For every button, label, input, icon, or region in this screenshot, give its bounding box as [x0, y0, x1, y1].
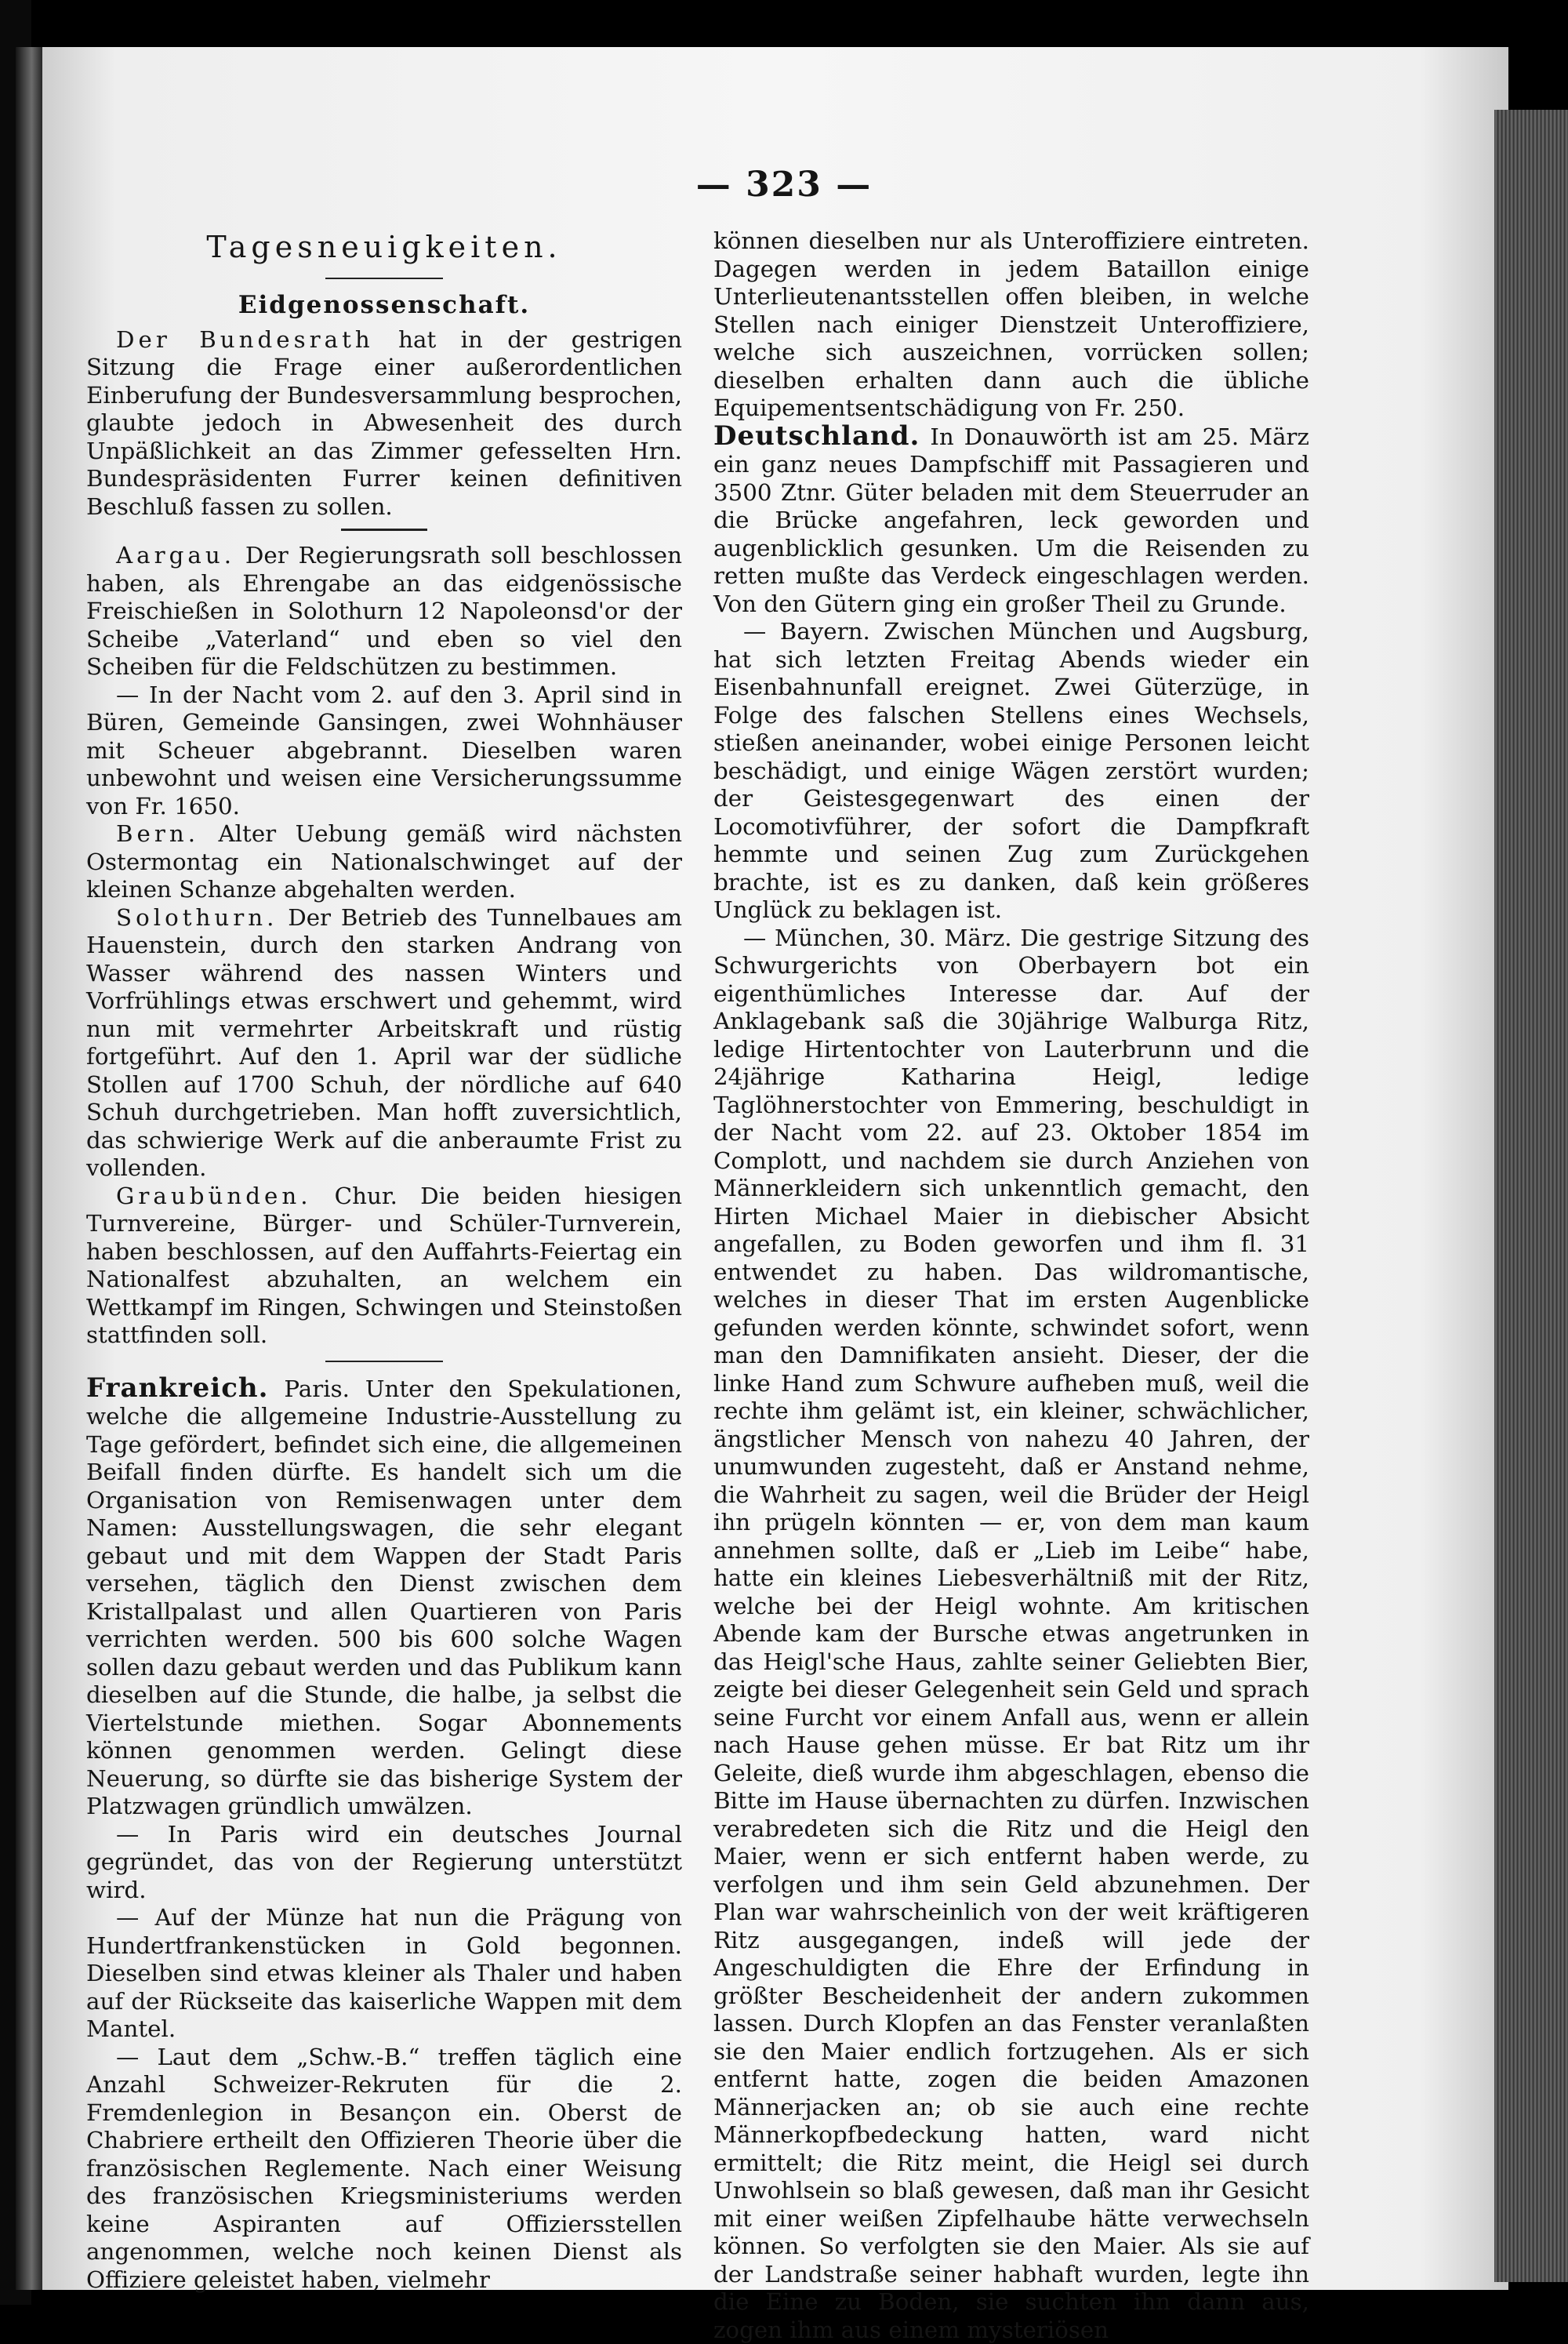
- divider: [325, 1361, 443, 1362]
- book-spine: [16, 47, 42, 2290]
- paragraph-lead: Aargau.: [116, 542, 235, 569]
- aargau-paragraph: Aargau. Der Regierungsrath soll beschlossen haben, als Ehrengabe an das eidgenössische Freischießen in Solothurn 12 Napoleonsd'or der Scheibe „Vaterland“ und eben so viel den Scheiben für die Feldschützen zu bestimmen.: [86, 542, 682, 681]
- solothurn-paragraph: Solothurn. Der Betrieb des Tunnelbaues am Hauenstein, durch den starken Andrang von Wasser während des nassen Winters und Vorfrühlings etwas erschwert und gehemmt, wird nun mit vermehrter Arbeitskraft und rüstig fortgeführt. Auf den 1. April war der südliche Stollen auf 1700 Schuh, der nördliche auf 640 Schuh durchgetrieben. Man hofft zuversichtlich, das schwierige Werk auf die anberaumte Frist zu vollenden.: [86, 904, 682, 1183]
- paragraph-lead: Graubünden.: [116, 1183, 312, 1209]
- left-column: [86, 227, 682, 2294]
- fremdenlegion-paragraph: — Laut dem „Schw.-B.“ treffen täglich eine Anzahl Schweizer-Rekruten für die 2. Fremdenlegion in Besançon ein. Oberst de Chabriere ertheilt den Offizieren Theorie über die französischen Reglemente. Nach einer Weisung des französischen Kriegsministeriums werden keine Aspiranten auf Offiziersstellen angenommen, welche noch keinen Dienst als Offiziere geleistet haben, vielmehr: [86, 2044, 682, 2295]
- deutschland-heading: Deutschland.: [713, 420, 920, 452]
- section-title: Tagesneuigkeiten.: [86, 227, 682, 267]
- deutschland-paragraph: Deutschland. In Donauwörth ist am 25. März ein ganz neues Dampfschiff mit Passagieren und 3500 Ztnr. Güter beladen mit dem Steuerruder an die Brücke angefahren, leck geworden und augenblicklich gesunken. Um die Reisenden zu retten mußte das Verdeck eingeschlagen werden. Von den Gütern ging ein großer Theil zu Grunde.: [713, 423, 1309, 619]
- paris-journal-paragraph: — In Paris wird ein deutsches Journal gegründet, das von der Regierung unterstützt wird.: [86, 1821, 682, 1905]
- frankreich-heading: Frankreich.: [86, 1372, 268, 1404]
- muenze-paragraph: — Auf der Münze hat nun die Prägung von Hundertfrankenstücken in Gold begonnen. Dieselben sind etwas kleiner als Thaler und haben auf der Rückseite das kaiserliche Wappen mit dem Mantel.: [86, 1904, 682, 2044]
- paragraph-lead: Solothurn.: [116, 904, 278, 931]
- bundesrath-paragraph: Der Bundesrath hat in der gestrigen Sitzung die Frage einer außerordentlichen Einberufung der Bundesversammlung besprochen, glaubte jedoch in Abwesenheit des durch Unpäßlichkeit an das Zimmer gefesselten Hrn. Bundespräsidenten Furrer keinen definitiven Beschluß fassen zu sollen.: [86, 326, 682, 521]
- paragraph-lead: Der Bundesrath: [116, 326, 374, 353]
- eidgenossenschaft-heading: Eidgenossenschaft.: [86, 292, 682, 320]
- muenchen-paragraph: — München, 30. März. Die gestrige Sitzung des Schwurgerichts von Oberbayern bot ein eigenthümliches Interesse dar. Auf der Anklagebank saß die 30jährige Walburga Ritz, ledige Hirtentochter von Lauterbrunn und die 24jährige Katharina Heigl, ledige Taglöhnerstochter von Emmering, beschuldigt in der Nacht vom 22. auf 23. Oktober 1854 im Complott, und nachdem sie durch Anziehen von Männerkleidern sich unkenntlich gemacht, den Hirten Michael Maier in diebischer Absicht angefallen, zu Boden geworfen und ihm fl. 31 entwendet zu haben. Das wildromantische, welches in dieser That im ersten Augenblicke gefunden werden könnte, schwindet sofort, wenn man den Damnifikaten ansieht. Dieser, der die linke Hand zum Schwure aufheben muß, weil die rechte ihm gelämt ist, ein kleiner, schwächlicher, ängstlicher Mensch von nahezu 40 Jahren, der unumwunden zugesteht, daß er Anstand nehme, die Wahrheit zu sagen, weil die Brüder der Heigl ihn prügeln könnten — er, von dem man kaum annehmen sollte, daß er „Lieb im Leibe“ habe, hatte ein kleines Liebesverhältniß mit der Ritz, welche bei der Heigl wohnte. Am kritischen Abende kam der Bursche etwas angetrunken in das Heigl'sche Haus, zahlte seiner Geliebten Bier, zeigte bei dieser Gelegenheit sein Geld und sprach seine Furcht vor einem Anfall aus, wenn er allein nach Hause gehen müsse. Er bat Ritz um ihr Geleite, dieß wurde ihm abgeschlagen, ebenso die Bitte im Hause übernachten zu dürfen. Inzwischen verabredeten sich die Ritz und die Heigl den Maier, wenn er sich entfernt haben werde, zu verfolgen und ihm sein Geld abzunehmen. Der Plan war wahrscheinlich von der weit kräftigeren Ritz ausgegangen, indeß will jede der Angeschuldigten die Ehre der Erfindung in größter Bescheidenheit der andern zukommen lassen. Durch Klopfen an das Fenster veranlaßten sie den Maier endlich fortzugehen. Als er sich entfernt hatte, zogen die beiden Amazonen Männerjacken an; ob sie auch eine rechte Männerkopfbedeckung hatten, ward nicht ermittelt; die Ritz meint, die Heigl sei durch Unwohlsein so blaß gewesen, daß man ihr Gesicht mit einer weißen Zipfelhaube hätte verwechseln können. So verfolgten sie den Maier. Als sie auf der Landstraße seiner habhaft wurden, legte ihn die Eine zu Boden, sie suchten ihn dann aus, zogen ihm aus einem mysteriösen: [713, 925, 1309, 2344]
- graubuenden-paragraph: Graubünden. Chur. Die beiden hiesigen Turnvereine, Bürger- und Schüler-Turnverein, haben beschlossen, auf den Auffahrts-Feiertag ein Nationalfest abzuhalten, an welchem ein Wettkampf im Ringen, Schwingen und Steinstoßen stattfinden soll.: [86, 1183, 682, 1350]
- page-number: — 323 —: [635, 165, 933, 205]
- continuation-paragraph: können dieselben nur als Unteroffiziere eintreten. Dagegen werden in jedem Bataillon einige Unterlieutenantsstellen offen bleiben, in welche Stellen nach einiger Dienstzeit Unteroffiziere, welche sich auszeichnen, vorrücken sollen; dieselben erhalten dann auch die übliche Equipementsentschädigung von Fr. 250.: [713, 227, 1309, 423]
- divider: [325, 278, 443, 279]
- paragraph-lead: Bern.: [116, 820, 199, 847]
- right-column: [713, 227, 1309, 2344]
- frankreich-paragraph: Frankreich. Paris. Unter den Spekulationen, welche die allgemeine Industrie-Ausstellung zu Tage gefördert, befindet sich eine, die allgemeinen Beifall finden dürfte. Es handelt sich um die Organisation von Remisenwagen unter dem Namen: Ausstellungswagen, die sehr elegant gebaut und mit dem Wappen der Stadt Paris versehen, täglich den Dienst zwischen dem Kristallpalast und allen Quartieren von Paris verrichten werden. 500 bis 600 solche Wagen sollen dazu gebaut werden und das Publikum kann dieselben auf die Stunde, die halbe, ja selbst die Viertelstunde miethen. Sogar Abonnements können genommen werden. Gelingt diese Neuerung, so dürfte sie das bisherige System der Platzwagen gründlich umwälzen.: [86, 1375, 682, 1821]
- bueren-paragraph: — In der Nacht vom 2. auf den 3. April sind in Büren, Gemeinde Gansingen, zwei Wohnhäuser mit Scheuer abgebrannt. Dieselben waren unbewohnt und weisen eine Versicherungssumme von Fr. 1650.: [86, 681, 682, 821]
- bern-paragraph: Bern. Alter Uebung gemäß wird nächsten Ostermontag ein Nationalschwinget auf der kleinen Schanze abgehalten werden.: [86, 820, 682, 904]
- page-stack-edge: [1494, 110, 1568, 2282]
- newspaper-page: [86, 157, 1309, 2235]
- divider: [341, 529, 427, 531]
- bayern-paragraph: — Bayern. Zwischen München und Augsburg, hat sich letzten Freitag Abends wieder ein Eisenbahnunfall ereignet. Zwei Güterzüge, in Folge des falschen Stellens eines Wechsels, stießen aneinander, wobei einige Personen leicht beschädigt, und einige Wägen zerstört wurden; der Geistesgegenwart des einen der Locomotivführer, der sofort die Dampfkraft hemmte und seinen Zug zum Zurückgehen brachte, ist es zu danken, daß kein größeres Unglück zu beklagen ist.: [713, 618, 1309, 925]
